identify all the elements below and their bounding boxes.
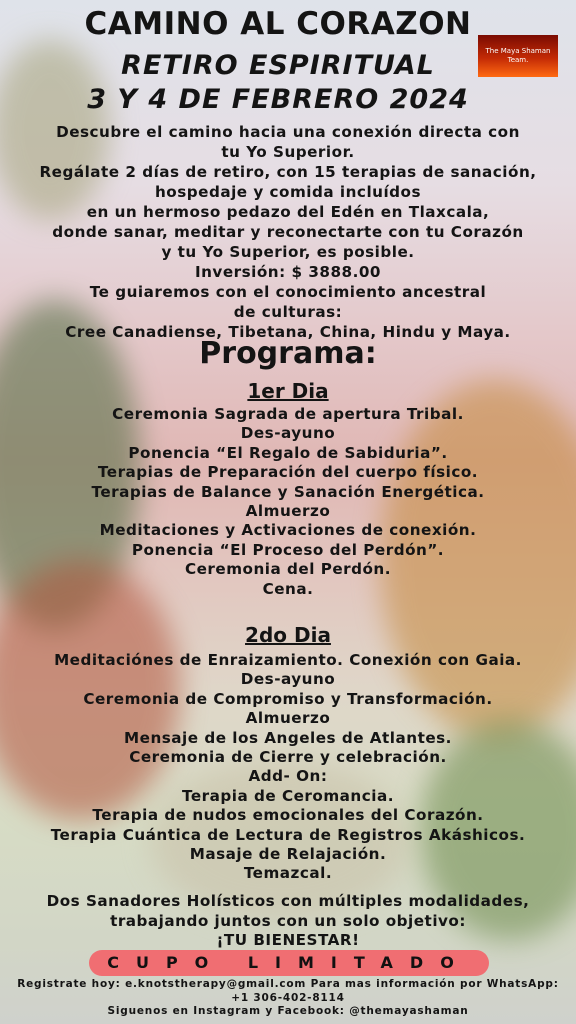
list-item: Mensaje de los Angeles de Atlantes.: [124, 728, 452, 747]
day2-list: [0, 651, 576, 884]
list-item: Ponencia “El Regalo de Sabiduria”.: [128, 443, 448, 462]
poster-subtitle: RETIRO ESPIRITUAL: [121, 50, 435, 81]
whatsapp-number: +1 306-402-8114: [231, 991, 345, 1004]
intro-line: Regálate 2 días de retiro, con 15 terapias de sanación,: [39, 163, 537, 181]
intro-line: y tu Yo Superior, es posible.: [161, 243, 415, 261]
social-line: Siguenos en Instagram y Facebook: @themayashaman: [107, 1005, 469, 1017]
contact-line: Registrate hoy: e.knotstherapy@gmail.com Para mas información por WhatsApp:: [17, 978, 559, 990]
event-date: 3 Y 4 DE FEBRERO 2024: [87, 84, 469, 115]
list-item: Des-ayuno: [240, 670, 336, 689]
list-item: Meditaciónes de Enraizamiento. Conexión con Gaia.: [54, 651, 522, 669]
intro-line: hospedaje y comida incluídos: [154, 183, 422, 201]
closing-text: [0, 892, 576, 951]
list-item: Ceremonia del Perdón.: [184, 560, 392, 579]
list-item: Ponencia “El Proceso del Perdón”.: [131, 540, 445, 559]
list-item: Almuerzo: [245, 502, 331, 521]
contact-footer: [0, 978, 576, 1019]
list-item: Almuerzo: [245, 709, 331, 728]
poster-title: CAMINO AL CORAZON: [84, 6, 472, 42]
cupo-limitado-badge: CUPO LIMITADO: [89, 950, 489, 976]
list-item: Terapia de Ceromancia.: [182, 786, 394, 805]
intro-line: Te guiaremos con el conocimiento ancestral: [89, 283, 487, 301]
program-heading: Programa:: [199, 336, 377, 371]
intro-line: en un hermoso pedazo del Edén en Tlaxcala,: [86, 203, 490, 221]
closing-line: Dos Sanadores Holísticos con múltiples modalidades,: [46, 892, 530, 910]
list-item: Terapias de Preparación del cuerpo físico.: [97, 463, 479, 482]
intro-line: donde sanar, meditar y reconectarte con tu Corazón: [52, 223, 524, 241]
list-item: Terapia de nudos emocionales del Corazón.: [92, 806, 484, 825]
list-item: Ceremonia Sagrada de apertura Tribal.: [112, 405, 464, 423]
list-item: Des-ayuno: [240, 424, 336, 443]
intro-line: Cree Canadiense, Tibetana, China, Hindu y Maya.: [65, 323, 511, 341]
add-on-label: Add- On:: [248, 767, 328, 786]
maya-shaman-logo: [478, 35, 558, 77]
list-item: Meditaciones y Activaciones de conexión.: [99, 521, 477, 540]
day2-heading: 2do Dia: [245, 623, 331, 647]
list-item: Ceremonia de Compromiso y Transformación.: [83, 689, 493, 708]
closing-line: ¡TU BIENESTAR!: [216, 931, 360, 949]
price-line: Inversión: $ 3888.00: [194, 263, 382, 281]
intro-line: Descubre el camino hacia una conexión directa con: [56, 123, 520, 141]
logo-text: The Maya Shaman Team.: [485, 47, 551, 64]
intro-line: de culturas:: [233, 303, 343, 321]
list-item: Masaje de Relajación.: [189, 845, 387, 864]
list-item: Terapia Cuántica de Lectura de Registros Akáshicos.: [50, 825, 526, 844]
list-item: Terapias de Balance y Sanación Energética.: [91, 482, 485, 501]
day1-list: [0, 405, 576, 599]
list-item: Cena.: [262, 579, 314, 598]
list-item: Ceremonia de Cierre y celebración.: [129, 748, 447, 767]
list-item: Temazcal.: [243, 864, 333, 883]
intro-text: [0, 122, 576, 342]
closing-line: trabajando juntos con un solo objetivo:: [110, 911, 466, 930]
intro-line: tu Yo Superior.: [221, 143, 355, 161]
day1-heading: 1er Dia: [247, 379, 329, 403]
